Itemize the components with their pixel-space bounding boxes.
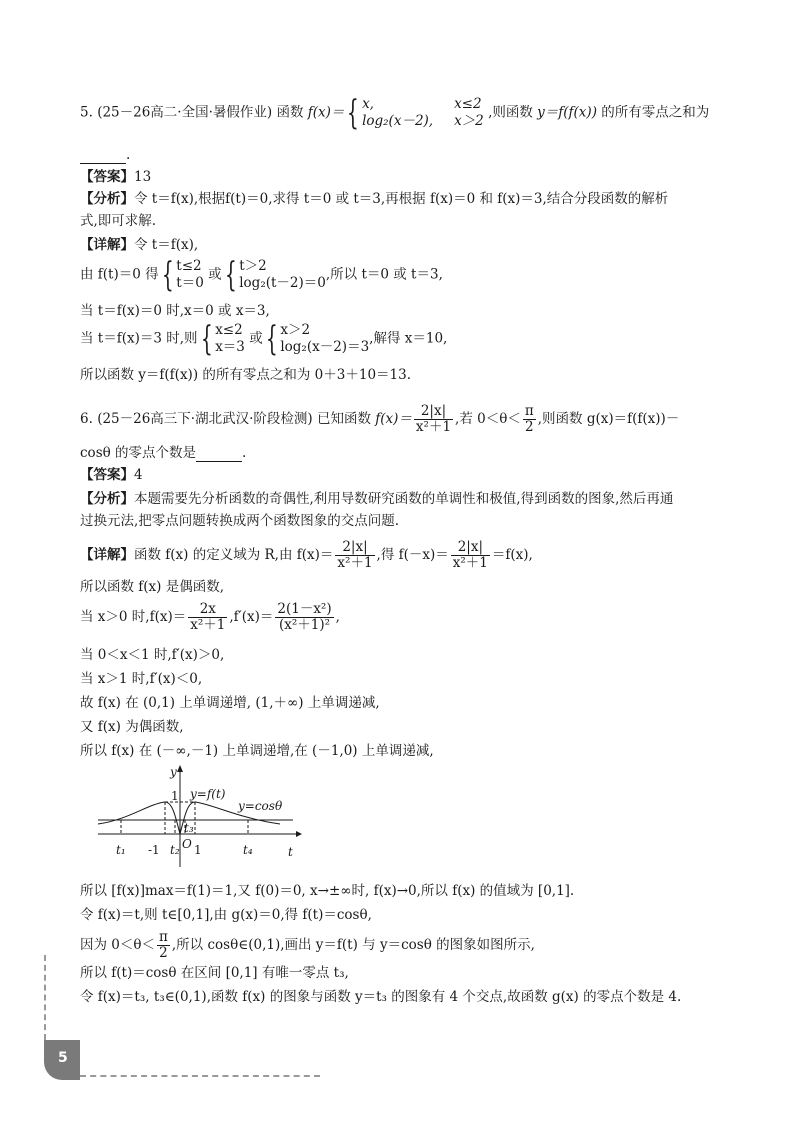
curve-label: y=f(t) [190, 787, 226, 801]
neg1-label: -1 [148, 843, 160, 857]
t4-label: t₄ [243, 843, 253, 857]
q6-detail-6 [80, 694, 380, 712]
q6-frac-num: 2|x| [414, 404, 453, 420]
q5-d2-c3: t＞2 [239, 258, 267, 274]
q6-detail-9 [80, 882, 574, 900]
q5-analysis-text-2: 式,即可求解. [80, 213, 157, 229]
t3-label: t₃ [184, 821, 194, 835]
q6-detail-11 [80, 930, 535, 961]
q5-d2-or: 或 [208, 266, 222, 283]
origin-label: O [182, 837, 192, 851]
q6-detail-13 [80, 988, 681, 1006]
q5-d4-c4: log₂(x－2)＝3 [280, 339, 370, 355]
q5-d4-cases-1 [215, 322, 245, 356]
q5-d4-c2: x＝3 [215, 339, 245, 355]
q5-detail-text-1: 令 t＝f(x), [134, 237, 199, 253]
q6-detail-tag: 【详解】 [80, 547, 134, 563]
q6-d1b-den: x²＋1 [452, 555, 488, 571]
t2-label: t₂ [170, 843, 180, 857]
y-axis-label: y [170, 765, 177, 779]
q6-detail-3a: 当 x＞0 时,f(x)＝ [80, 609, 187, 625]
q5-d4-or: 或 [249, 330, 263, 347]
margin-dashed-vertical [44, 955, 46, 1040]
t1-label: t₁ [116, 843, 126, 857]
q6-detail-11a: 因为 0＜θ＜ [80, 937, 156, 953]
q6-detail-text-9: 所以 [f(x)]max＝f(1)＝1,又 f(0)＝0, x→±∞时, f(x)→0,所以 f(x) 的值域为 [0,1]. [80, 883, 575, 899]
q6-analysis-2 [80, 512, 399, 530]
x-one-label: 1 [194, 843, 202, 857]
q5-case1-expr: x, [362, 96, 374, 112]
q6-answer [80, 466, 143, 484]
t-axis-arrow [296, 831, 302, 837]
q6-number: 6. [80, 411, 93, 427]
q6-detail-3c: , [335, 609, 340, 625]
q5-detail-4b: ,解得 x＝10, [369, 330, 448, 347]
q6-stem [80, 404, 679, 435]
q5-number: 5. [80, 104, 93, 121]
q5-d4-brace-1: { [200, 319, 213, 359]
q5-detail-tag: 【详解】 [80, 237, 134, 253]
q6-frac [414, 404, 453, 435]
q6-fx: f(x)＝ [375, 411, 412, 427]
q6-detail-text-12: 所以 f(t)＝cosθ 在区间 [0,1] 有唯一零点 t₃, [80, 965, 349, 981]
q6-d3-den: x²＋1 [190, 617, 226, 633]
q6-detail-text-10: 令 f(x)＝t,则 t∈[0,1],由 g(x)＝0,得 f(t)＝cosθ, [80, 907, 372, 923]
function-graph [88, 762, 308, 872]
q6-stem-c: ,则函数 g(x)＝f(f(x))－ [537, 411, 680, 427]
q6-detail-4 [80, 646, 224, 664]
y-axis-arrow [177, 765, 183, 772]
q6-detail-text-2: 所以函数 f(x) 是偶函数, [80, 579, 225, 595]
q5-brace: { [347, 93, 360, 133]
q6-detail-1c: ＝f(x), [491, 547, 533, 563]
q5-d2-brace-2: { [224, 255, 237, 295]
q5-source: (25－26高二·全国·暑假作业) [97, 104, 273, 121]
q6-d3b-frac [275, 602, 333, 633]
q5-detail-2b: ,所以 t＝0 或 t＝3, [325, 266, 443, 283]
q6-detail-8 [80, 742, 434, 760]
q5-d2-cases-2 [239, 258, 326, 292]
q6-detail-text-4: 当 0＜x＜1 时,f′(x)＞0, [80, 647, 225, 663]
q6-detail-7 [80, 718, 184, 736]
q5-stem-d: . [126, 147, 131, 163]
q6-detail-text-13: 令 f(x)＝t₃, t₃∈(0,1),函数 f(x) 的图象与函数 y＝t₃ 的图象有 4 个交点,故函数 g(x) 的零点个数是 4. [80, 989, 682, 1005]
q6-detail-3b: ,f′(x)＝ [229, 609, 274, 625]
q5-analysis-2 [80, 212, 156, 230]
q5-detail-text-3: 当 t＝f(x)＝0 时,x＝0 或 x＝3, [80, 303, 270, 319]
q5-d2-c2: t＝0 [176, 275, 204, 291]
q5-detail-2a: 由 f(t)＝0 得 [80, 266, 159, 283]
q6-stem-d: cosθ 的零点个数是 [80, 445, 197, 461]
q5-func: y＝f(f(x)) [537, 104, 597, 121]
q6-source: (25－26高三下·湖北武汉·阶段检测) [97, 411, 313, 427]
q5-analysis-1 [80, 190, 668, 208]
q6-detail-11b: ,所以 cosθ∈(0,1),画出 y＝f(t) 与 y＝cosθ 的图象如图所示, [171, 937, 535, 953]
footer-dashed-line [80, 1075, 320, 1077]
q5-case2-cond: x＞2 [454, 113, 484, 129]
q5-d4-c1: x≤2 [215, 322, 243, 338]
q6-detail-10 [80, 906, 372, 924]
q5-detail-4 [80, 319, 448, 359]
q5-stem [80, 93, 710, 133]
q6-detail-1b: ,得 f(－x)＝ [376, 547, 449, 563]
q6-answer-tag: 【答案】 [80, 467, 134, 483]
q6-stem-a: 已知函数 [316, 411, 371, 427]
q5-d4-brace-2: { [265, 319, 278, 359]
q5-case1-cond: x≤2 [454, 96, 482, 112]
q5-fx: f(x)＝ [307, 104, 345, 121]
q6-pi-frac [523, 404, 536, 435]
q6-stem-b: ,若 0＜θ＜ [455, 411, 521, 427]
q5-detail-5 [80, 366, 411, 384]
q5-d4-c3: x＞2 [280, 322, 311, 338]
q6-pi-den: 2 [525, 419, 534, 435]
q6-analysis-1 [80, 490, 673, 508]
q5-analysis-text-1: 令 t＝f(x),根据f(t)＝0,求得 t＝0 或 t＝3,再根据 f(x)＝0 和 f(x)＝3,结合分段函数的解析 [134, 191, 669, 207]
q5-answer-blank [80, 149, 126, 164]
q5-d4-cases-2 [280, 322, 369, 356]
q6-detail-12 [80, 964, 349, 982]
q5-answer [80, 168, 151, 186]
q6-d1-num: 2|x| [335, 540, 374, 556]
q5-analysis-tag: 【分析】 [80, 191, 134, 207]
q5-stem-c: 的所有零点之和为 [601, 104, 710, 121]
q6-detail-3 [80, 602, 340, 633]
q6-pi-num: π [524, 403, 534, 419]
q6-detail-text-5: 当 x＞1 时,f′(x)＜0, [80, 671, 203, 687]
q6-d11-num: π [159, 929, 168, 945]
q6-analysis-tag: 【分析】 [80, 491, 134, 507]
y-one-label: 1 [171, 789, 179, 803]
q6-d3-frac [188, 602, 227, 633]
line-label: y=cosθ [238, 799, 283, 813]
q6-detail-5 [80, 670, 202, 688]
q5-detail-3 [80, 302, 270, 320]
q6-detail-text-8: 所以 f(x) 在 (－∞,－1) 上单调递增,在 (－1,0) 上单调递减, [80, 743, 434, 759]
page-number: 5 [58, 1050, 68, 1066]
q6-detail-1a: 函数 f(x) 的定义域为 R,由 f(x)＝ [134, 547, 334, 563]
q5-stem-a: 函数 [276, 104, 304, 121]
q6-answer-value: 4 [134, 467, 143, 483]
q5-detail-text-5: 所以函数 y＝f(f(x)) 的所有零点之和为 0＋3＋10＝13. [80, 367, 411, 383]
page-number-tab [44, 1040, 80, 1080]
q5-d2-brace-1: { [161, 255, 174, 295]
q6-detail-text-7: 又 f(x) 为偶函数, [80, 719, 184, 735]
q5-case2-expr: log₂(x－2), [362, 113, 434, 129]
q6-d1b-frac [451, 540, 490, 571]
q6-analysis-text-2: 过换元法,把零点问题转换成两个函数图象的交点问题. [80, 513, 400, 529]
q5-detail-2 [80, 255, 443, 295]
q6-d1-frac [335, 540, 374, 571]
q5-blank-line [80, 146, 130, 164]
q6-d3-num: 2x [188, 602, 227, 618]
q5-detail-4a: 当 t＝f(x)＝3 时,则 [80, 330, 198, 347]
q6-answer-blank [196, 447, 242, 462]
q6-d3b-num: 2(1－x²) [277, 601, 332, 617]
q6-frac-den: x²＋1 [415, 419, 452, 435]
q5-cases [362, 96, 484, 130]
q5-d2-c1: t≤2 [176, 258, 202, 274]
q6-detail-text-6: 故 f(x) 在 (0,1) 上单调递增, (1,＋∞) 上单调递减, [80, 695, 380, 711]
q6-d11-den: 2 [159, 945, 168, 961]
q5-answer-value: 13 [134, 169, 152, 185]
q5-stem-b: ,则函数 [488, 104, 533, 121]
q6-analysis-text-1: 本题需要先分析函数的奇偶性,利用导数研究函数的单调性和极值,得到函数的图象,然后再通 [134, 491, 674, 507]
q5-d2-c4: log₂(t－2)＝0 [239, 275, 326, 291]
q6-detail-2 [80, 578, 224, 596]
q6-d1-den: x²＋1 [337, 555, 373, 571]
q6-d1b-num: 2|x| [451, 540, 490, 556]
q6-d3b-den: (x²＋1)² [278, 617, 331, 633]
q5-detail-1 [80, 236, 198, 254]
t-axis-label: t [288, 845, 293, 859]
q6-stem-e: . [242, 445, 247, 461]
q6-stem-2 [80, 444, 246, 462]
q6-d11-frac [157, 930, 170, 961]
q6-detail-1 [80, 540, 533, 571]
q5-d2-cases-1 [176, 258, 204, 292]
q5-answer-tag: 【答案】 [80, 169, 134, 185]
